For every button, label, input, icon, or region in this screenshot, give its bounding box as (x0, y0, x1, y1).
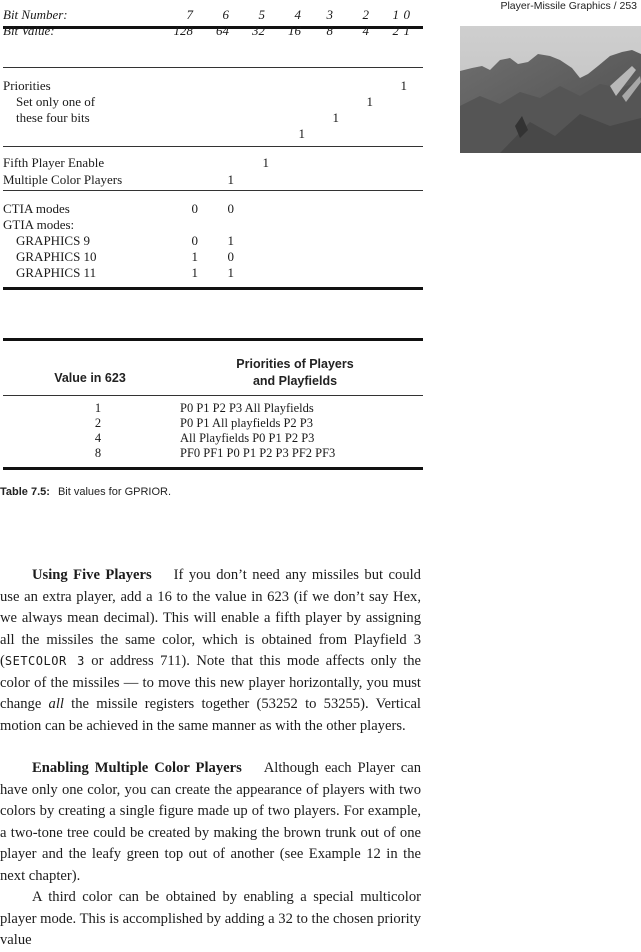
bit-cell: 1 (403, 23, 410, 38)
row-label: GTIA modes: (3, 217, 75, 232)
bit-cell: 1 (262, 155, 269, 170)
bit-number-row (3, 7, 423, 23)
header-text: and Playfields (252, 374, 338, 388)
emphasis-text: all (48, 696, 64, 712)
bit-cell: 1 (332, 110, 339, 125)
row-label: these four bits (16, 110, 90, 125)
bit-cell: 4 (294, 7, 301, 22)
priorities-cell: P0 P1 All playfields P2 P3 (180, 416, 314, 430)
table-divider (3, 395, 423, 396)
mountain-photo-icon (460, 26, 641, 153)
paragraph-text: the missile registers together (53252 to 53255). Vertical motion can be achieved in the same manner as with the other players. (0, 696, 421, 734)
bit-cell: 7 (186, 7, 193, 22)
mode-row (3, 217, 423, 233)
priority-row (3, 78, 423, 94)
bit-cell: 1 (227, 172, 234, 187)
bit-cell: 1 (191, 249, 198, 264)
bit-cell: 1 (400, 78, 407, 93)
value-cell: 1 (94, 401, 102, 415)
caption-label: Table 7.5: (0, 486, 50, 498)
body-text (0, 565, 421, 952)
table-divider (3, 67, 423, 68)
bit-cell: 128 (173, 23, 193, 38)
bit-cell: 0 (191, 233, 198, 248)
row-label: GRAPHICS 10 (16, 249, 97, 264)
header-text: Value in 623 (54, 371, 126, 385)
paragraph (0, 758, 421, 887)
row-label: Bit Value: (3, 23, 55, 38)
bit-cell: 1 (227, 265, 234, 280)
bit-cell: 4 (362, 23, 369, 38)
running-head: Player-Missile Graphics / 253 (500, 0, 637, 12)
priorities-cell: PF0 PF1 P0 P1 P2 P3 PF2 PF3 (180, 446, 336, 460)
row-label: GRAPHICS 11 (16, 265, 97, 280)
paragraph (0, 887, 421, 952)
column-header-priorities (210, 356, 380, 390)
row-label: Fifth Player Enable (3, 155, 105, 170)
table-divider (3, 190, 423, 191)
mode-row (3, 249, 423, 265)
bit-cell: 6 (222, 7, 229, 22)
bit-cell: 0 (227, 201, 234, 216)
bit-cell: 2 (362, 7, 369, 22)
row-label: GRAPHICS 9 (16, 233, 91, 248)
bit-cell: 16 (288, 23, 301, 38)
value-cell: 8 (94, 446, 102, 460)
table-divider (3, 146, 423, 147)
bit-cell: 1 (298, 126, 305, 141)
bit-cell: 2 (392, 23, 399, 38)
table-row (3, 431, 423, 446)
row-label: Priorities (3, 78, 51, 93)
section-heading: Enabling Multiple Color Players (32, 760, 242, 776)
caption-text: Bit values for GPRIOR. (57, 486, 172, 498)
column-header-value (30, 370, 150, 387)
priorities-cell: P0 P1 P2 P3 All Playfields (180, 401, 314, 415)
table-row (3, 446, 423, 461)
value-cell: 4 (94, 431, 102, 445)
paragraph-text: A third color can be obtained by enabling a special multicolor player mode. This is accomplished by adding a 32 to the chosen priority value (0, 889, 421, 948)
feature-row (3, 155, 423, 171)
bit-cell: 1 (227, 233, 234, 248)
table-row (3, 401, 423, 416)
paragraph-text: Although each Player can have only one color, you can create the appearance of players with two colors by creating a single figure made up of two players. For example, a two-tone tree could be created by making the brown trunk out of one player and the leafy green top out of another (see Example 12 in the next chapter). (0, 760, 421, 884)
priority-row (3, 94, 423, 110)
bit-cell: 1 (191, 265, 198, 280)
table-caption (0, 486, 171, 498)
paragraph-text: If you don’t need any missiles but could use an extra player, add a 16 to the value in 623 (if we don’t say Hex, we always mean decimal). This will enable a fifth player by assigning all the missiles the same color, which is obtained from Playfield 3 ( (0, 567, 421, 669)
mode-row (3, 201, 423, 217)
table-top-rule (3, 338, 423, 341)
bit-cell: 0 (227, 249, 234, 264)
priorities-cell: All Playfields P0 P1 P2 P3 (180, 431, 315, 445)
bit-cell: 1 (392, 7, 399, 22)
row-label: CTIA modes (3, 201, 70, 216)
mountain-photo (460, 26, 641, 153)
table-bottom-rule (3, 287, 423, 290)
feature-row (3, 172, 423, 188)
paragraph-text: or address 711). Note that this mode affects only the color of the missiles — to move this new player horizontally, you must change (0, 653, 421, 712)
bit-cell: 5 (258, 7, 265, 22)
bit-cell: 1 (366, 94, 373, 109)
priority-row (3, 126, 423, 142)
table-bottom-rule (3, 467, 423, 470)
section-heading: Using Five Players (32, 567, 152, 583)
bit-cell: 8 (326, 23, 333, 38)
row-label: Bit Number: (3, 7, 68, 22)
bit-cell: 0 (191, 201, 198, 216)
header-text: Priorities of Players (236, 357, 354, 371)
bit-cell: 32 (252, 23, 265, 38)
bit-cell: 3 (326, 7, 333, 22)
mode-row (3, 265, 423, 281)
bit-cell: 0 (403, 7, 410, 22)
value-cell: 2 (94, 416, 102, 430)
priority-row (3, 110, 423, 126)
paragraph (0, 565, 421, 737)
bit-cell: 64 (216, 23, 229, 38)
bit-value-row (3, 23, 423, 39)
mode-row (3, 233, 423, 249)
table-row (3, 416, 423, 431)
row-label: Set only one of (16, 94, 96, 109)
code-text: SETCOLOR 3 (4, 654, 85, 668)
row-label: Multiple Color Players (3, 172, 123, 187)
